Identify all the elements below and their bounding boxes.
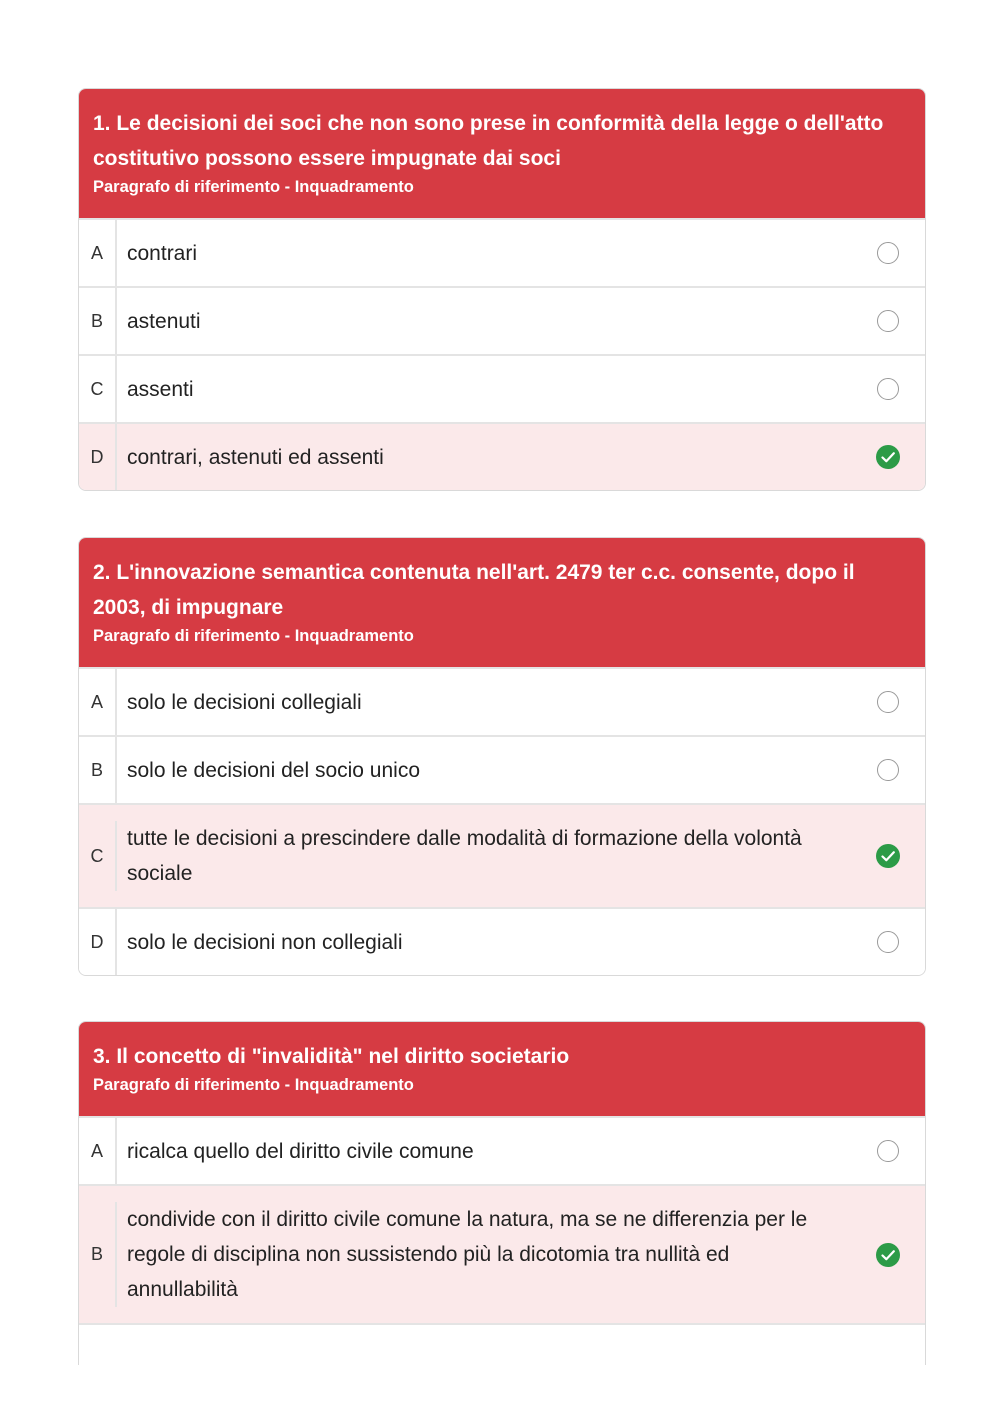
question-card-2 — [78, 537, 926, 976]
option-row-d[interactable] — [79, 907, 925, 975]
radio-circle-icon[interactable] — [877, 242, 899, 264]
option-letter: C — [79, 821, 117, 891]
question-reference: Paragrafo di riferimento - Inquadramento — [93, 627, 414, 645]
option-letter: D — [79, 909, 117, 975]
option-text: contrari, astenuti ed assenti — [127, 445, 384, 469]
option-row-b[interactable] — [79, 286, 925, 354]
radio-circle-icon[interactable] — [877, 691, 899, 713]
option-letter: A — [79, 1118, 117, 1184]
option-letter: B — [79, 1202, 117, 1307]
option-text: contrari — [127, 241, 198, 265]
radio-circle-icon[interactable] — [877, 378, 899, 400]
question-reference: Paragrafo di riferimento - Inquadramento — [93, 1076, 414, 1094]
option-row-c[interactable] — [79, 354, 925, 422]
option-letter: D — [79, 424, 117, 490]
question-header — [79, 1022, 925, 1116]
question-card-1 — [78, 88, 926, 491]
question-header — [79, 538, 925, 667]
question-card-3 — [78, 1021, 926, 1365]
option-letter: A — [79, 669, 117, 735]
option-text: solo le decisioni collegiali — [127, 690, 362, 714]
option-row-a[interactable] — [79, 218, 925, 286]
option-text: tutte le decisioni a prescindere dalle modalità di formazione della volontà sociale — [127, 827, 802, 885]
radio-circle-icon[interactable] — [877, 759, 899, 781]
option-row-b[interactable] — [79, 735, 925, 803]
option-letter: B — [79, 737, 117, 803]
question-title: 1. Le decisioni dei soci che non sono prese in conformità della legge o dell'atto costitutivo possono essere impugnate dai soci — [93, 112, 884, 170]
question-title: 3. Il concetto di "invalidità" nel diritto societario — [93, 1045, 570, 1068]
option-letter: B — [79, 288, 117, 354]
option-text: condivide con il diritto civile comune la natura, ma se ne differenzia per le regole di disciplina non sussistendo più la dicotomia tra nullità ed annullabilità — [127, 1208, 808, 1301]
check-circle-icon[interactable] — [875, 444, 901, 470]
option-row-partial — [79, 1323, 925, 1365]
option-row-a[interactable] — [79, 1116, 925, 1184]
radio-circle-icon[interactable] — [877, 931, 899, 953]
option-text: astenuti — [127, 309, 201, 333]
check-circle-icon[interactable] — [875, 843, 901, 869]
question-title: 2. L'innovazione semantica contenuta nell'art. 2479 ter c.c. consente, dopo il 2003, di impugnare — [93, 561, 855, 619]
check-circle-icon[interactable] — [875, 1242, 901, 1268]
question-header — [79, 89, 925, 218]
option-text: solo le decisioni del socio unico — [127, 758, 421, 782]
option-letter: A — [79, 220, 117, 286]
option-text: assenti — [127, 377, 194, 401]
option-text: ricalca quello del diritto civile comune — [127, 1139, 474, 1163]
option-text: solo le decisioni non collegiali — [127, 930, 403, 954]
question-reference: Paragrafo di riferimento - Inquadramento — [93, 178, 414, 196]
option-row-c[interactable] — [79, 803, 925, 907]
option-letter: C — [79, 356, 117, 422]
radio-circle-icon[interactable] — [877, 310, 899, 332]
option-row-b[interactable] — [79, 1184, 925, 1323]
option-row-d[interactable] — [79, 422, 925, 490]
radio-circle-icon[interactable] — [877, 1140, 899, 1162]
option-row-a[interactable] — [79, 667, 925, 735]
